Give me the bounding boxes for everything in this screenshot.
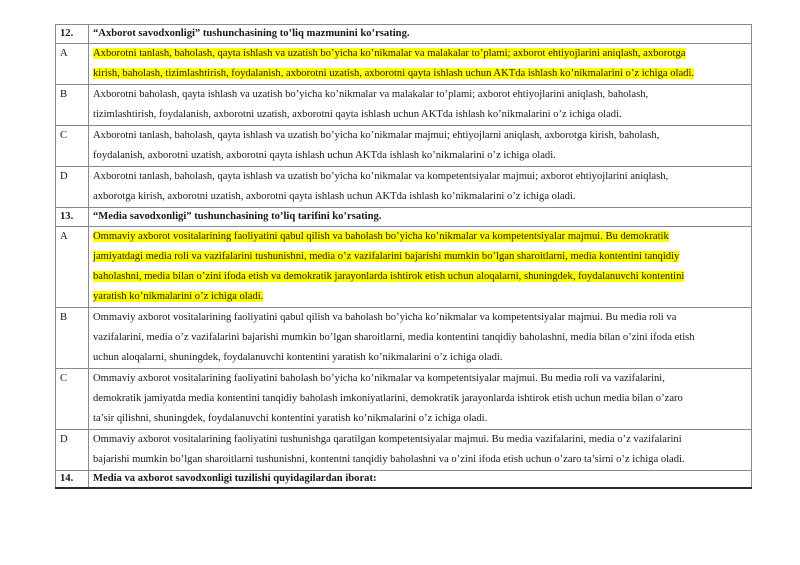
question-number: 12. xyxy=(56,25,89,44)
question-text: “Media savodxonligi” tushunchasining to’liq tarifini ko’rsating. xyxy=(89,208,752,227)
question-number: 13. xyxy=(56,208,89,227)
quiz-table xyxy=(55,24,752,489)
document-page xyxy=(55,24,751,489)
line-text: Axborotni tanlash, baholash, qayta ishlash va uzatish bo’yicha ko’nikmalar va kompetentsiyalar majmui; axborot ehtiyojlarini aniqlash, xyxy=(93,171,669,182)
line-text: bajarishi mumkin bo’lgan sharoitlarni tushunishni, kontentni tanqidiy baholashni va o’zini ifoda etish uchun o’zaro ta’sirni o’z ichiga oladi. xyxy=(93,454,685,465)
option-line xyxy=(93,450,747,470)
option-key: C xyxy=(56,369,89,430)
option-line xyxy=(93,126,747,146)
option-row xyxy=(56,126,752,167)
option-row xyxy=(56,167,752,208)
option-row xyxy=(56,227,752,308)
option-line xyxy=(93,308,747,328)
option-key: D xyxy=(56,167,89,208)
line-text: Axborotni baholash, qayta ishlash va uzatish bo’yicha ko’nikmalar va malakalar to’plami; axborot ehtiyojlarini aniqlash, baholash, xyxy=(93,89,649,100)
option-row xyxy=(56,308,752,369)
highlighted-text: jamiyatdagi media roli va vazifalarini tushunishni, media o’z vazifalarini bajarishi mumkin bo’lgan sharoitlarni, media kontentini tanqidiy xyxy=(93,251,680,262)
option-row xyxy=(56,85,752,126)
option-line xyxy=(93,430,747,450)
option-line xyxy=(93,267,747,287)
option-line xyxy=(93,287,747,307)
option-line xyxy=(93,187,747,207)
highlighted-text: yaratish ko’nikmalarini o’z ichiga oladi. xyxy=(93,291,264,302)
line-text: Axborotni tanlash, baholash, qayta ishlash va uzatish bo’yicha ko’nikmalar majmui; ehtiyojlarni aniqlash, axborotga kirish, baholash, xyxy=(93,130,660,141)
question-text: Media va axborot savodxonligi tuzilishi quyidagilardan iborat: xyxy=(89,471,752,489)
highlighted-text: Axborotni tanlash, baholash, qayta ishlash va uzatish bo’yicha ko’nikmalar va malakalar to’plami; axborot ehtiyojlarini aniqlash, axborotga xyxy=(93,48,686,59)
option-text xyxy=(89,167,752,208)
line-text: demokratik jamiyatda media kontentini tanqidiy baholash imkoniyatlarini, demokratik jarayonlarda ishtirok etish uchun media bilan o’zaro xyxy=(93,393,683,404)
option-text xyxy=(89,126,752,167)
option-line xyxy=(93,105,747,125)
line-text: ta’sir qilishni, shuningdek, foydalanuvchi kontentini yaratish ko’nikmalarini o’z ichiga oladi. xyxy=(93,413,488,424)
option-line xyxy=(93,247,747,267)
question-text: “Axborot savodxonligi” tushunchasining to’liq mazmunini ko’rsating. xyxy=(89,25,752,44)
line-text: tizimlashtirish, foydalanish, axborotni uzatish, axborotni qayta ishlash uchun AKTda ishlash ko’nikmalarini o’z ichiga oladi. xyxy=(93,109,622,120)
highlighted-text: kirish, baholash, tizimlashtirish, foydalanish, axborotni uzatish, axborotni qayta ishlash uchun AKTda ishlash ko’nikmalarini o’z ichiga oladi. xyxy=(93,68,695,79)
option-line xyxy=(93,227,747,247)
quiz-table-body xyxy=(56,25,752,489)
option-line xyxy=(93,146,747,166)
option-line xyxy=(93,85,747,105)
option-line xyxy=(93,64,747,84)
question-row xyxy=(56,471,752,489)
option-line xyxy=(93,389,747,409)
highlighted-text: Ommaviy axborot vositalarining faoliyatini qabul qilish va baholash bo’yicha ko’nikmalar va kompetentsiyalar majmui. Bu demokratik xyxy=(93,231,669,242)
option-key: D xyxy=(56,430,89,471)
question-row xyxy=(56,208,752,227)
highlighted-text: baholashni, media bilan o’zini ifoda etish va demokratik jarayonlarda ishtirok etish uchun aloqalarni, shuningdek, foydalanuvchi kontentini xyxy=(93,271,685,282)
question-row xyxy=(56,25,752,44)
line-text: Ommaviy axborot vositalarining faoliyatini baholash bo’yicha ko’nikmalar va kompetentsiyalar majmui. Bu media roli va vazifalarini, xyxy=(93,373,665,384)
option-text xyxy=(89,430,752,471)
option-line xyxy=(93,167,747,187)
line-text: vazifalarini, media o’z vazifalarini bajarishi mumkin bo’lgan sharoitlarni, media kontentini tanqidiy baholashni, media bilan o’zini ifoda etish xyxy=(93,332,695,343)
option-text-correct xyxy=(89,44,752,85)
question-number: 14. xyxy=(56,471,89,489)
line-text: uchun aloqalarni, shuningdek, foydalanuvchi kontentini yaratish ko’nikmalarini o’z ichiga oladi. xyxy=(93,352,503,363)
option-key: A xyxy=(56,44,89,85)
line-text: Ommaviy axborot vositalarining faoliyatini tushunishga qaratilgan kompetentsiyalar majmui. Bu media vazifalarini, media o’z vazifalarini xyxy=(93,434,682,445)
option-line xyxy=(93,44,747,64)
option-row xyxy=(56,369,752,430)
line-text: foydalanish, axborotni uzatish, axborotni qayta ishlash uchun AKTda ishlash ko’nikmalarini o’z ichiga oladi. xyxy=(93,150,556,161)
option-text xyxy=(89,85,752,126)
option-row xyxy=(56,430,752,471)
option-key: B xyxy=(56,308,89,369)
option-line xyxy=(93,369,747,389)
line-text: Ommaviy axborot vositalarining faoliyatini qabul qilish va baholash bo’yicha ko’nikmalar va kompetentsiyalar majmui. Bu media roli va xyxy=(93,312,677,323)
option-line xyxy=(93,328,747,348)
option-key: C xyxy=(56,126,89,167)
option-key: A xyxy=(56,227,89,308)
option-key: B xyxy=(56,85,89,126)
line-text: axborotga kirish, axborotni uzatish, axborotni qayta ishlash uchun AKTda ishlash ko’nikmalarini o’z ichiga oladi. xyxy=(93,191,576,202)
option-text-correct xyxy=(89,227,752,308)
option-text xyxy=(89,369,752,430)
option-line xyxy=(93,409,747,429)
option-text xyxy=(89,308,752,369)
option-line xyxy=(93,348,747,368)
option-row xyxy=(56,44,752,85)
